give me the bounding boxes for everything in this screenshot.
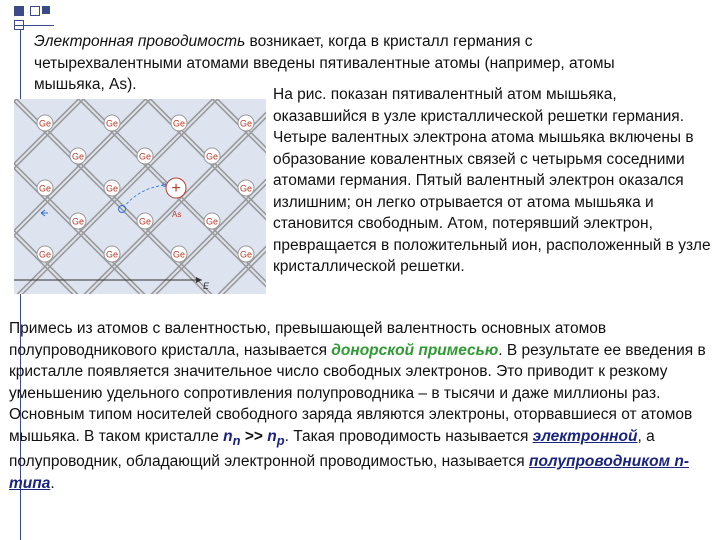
n-p-base: n (267, 427, 277, 445)
carrier-text: Основным типом носителей свободного заряда являются электроны, оторвавшиеся от атомов мышьяка. В таком кристалле (9, 406, 693, 445)
n-n-subscript: n (232, 432, 241, 448)
electron-label: e (162, 180, 167, 189)
n-n-symbol (223, 427, 241, 448)
term-electronic-conductivity: Электронная проводимость (34, 33, 246, 50)
germanium-atom-label: Ge (239, 118, 253, 129)
decor-square (14, 6, 24, 16)
germanium-atom-label: Ge (38, 249, 52, 260)
germanium-atom-label: Ge (239, 183, 253, 194)
germanium-atom-label: Ge (71, 216, 85, 227)
donor-paragraph (9, 318, 714, 494)
germanium-atom-label: Ge (138, 151, 152, 162)
germanium-atom-label: Ge (71, 151, 85, 162)
n-p-symbol (267, 427, 285, 448)
germanium-atom-label: Ge (172, 118, 186, 129)
intro-text: возникает, когда в кристалл германия с четырехвалентными атомами введены пятивалентные атомы (например, атомы мышьяка, As). (34, 33, 615, 93)
much-greater-sign: >> (240, 427, 268, 445)
germanium-atom-label: Ge (205, 216, 219, 227)
germanium-atom-label: Ge (138, 216, 152, 227)
donor-text-b: . В результате ее введения в кристалле появляется значительное число свободных электронов. Это приводит к резкому уменьшению удельного сопротивления полупроводника – в тысячи и даже миллионы раз. (9, 341, 706, 402)
germanium-atom-label: Ge (239, 249, 253, 260)
germanium-atom-label: Ge (105, 249, 119, 260)
decor-square (42, 6, 50, 14)
n-n-base: n (223, 427, 233, 445)
germanium-atom-label: Ge (172, 249, 186, 260)
germanium-atom-label: Ge (38, 183, 52, 194)
conductivity-text: . Такая проводимость называется (284, 427, 533, 445)
arsenic-plus-sign: + (171, 180, 181, 197)
germanium-atom-label: Ge (205, 151, 219, 162)
decor-horizontal-line (14, 25, 54, 26)
germanium-atom-label: Ge (38, 118, 52, 129)
semiconductor-text: , а полупроводник, обладающий электронной проводимостью, называется (9, 427, 655, 471)
final-period: . (50, 474, 55, 492)
germanium-atom-label: Ge (105, 118, 119, 129)
n-p-subscript: p (276, 432, 285, 448)
germanium-lattice-figure (14, 99, 266, 294)
decor-square (30, 6, 40, 16)
germanium-atom-label: Ge (105, 183, 119, 194)
term-electronic: электронной (532, 427, 638, 445)
donor-text-a: Примесь из атомов с валентностью, превышающей валентность основных атомов полупроводникового кристалла, называется (9, 320, 607, 359)
term-n-type-semiconductor: полупроводником n-типа (9, 453, 689, 492)
arsenic-label: As (172, 210, 182, 219)
term-donor-impurity: донорской примесью (331, 341, 499, 359)
figure-description: На рис. показан пятивалентный атом мышьяка, оказавшийся в узле кристаллической решетки германия. Четыре валентных электрона атома мышьяка включены в образование ковалентных связей с четырьмя соседними атомами германия. Пятый валентный электрон оказался излишним; он легко отрывается от атома мышьяка и становится свободным. Атом, потерявший электрон, превращается в положительный ион, расположенный в узле кристаллической решетки. (273, 86, 711, 275)
field-label: E (203, 281, 210, 291)
